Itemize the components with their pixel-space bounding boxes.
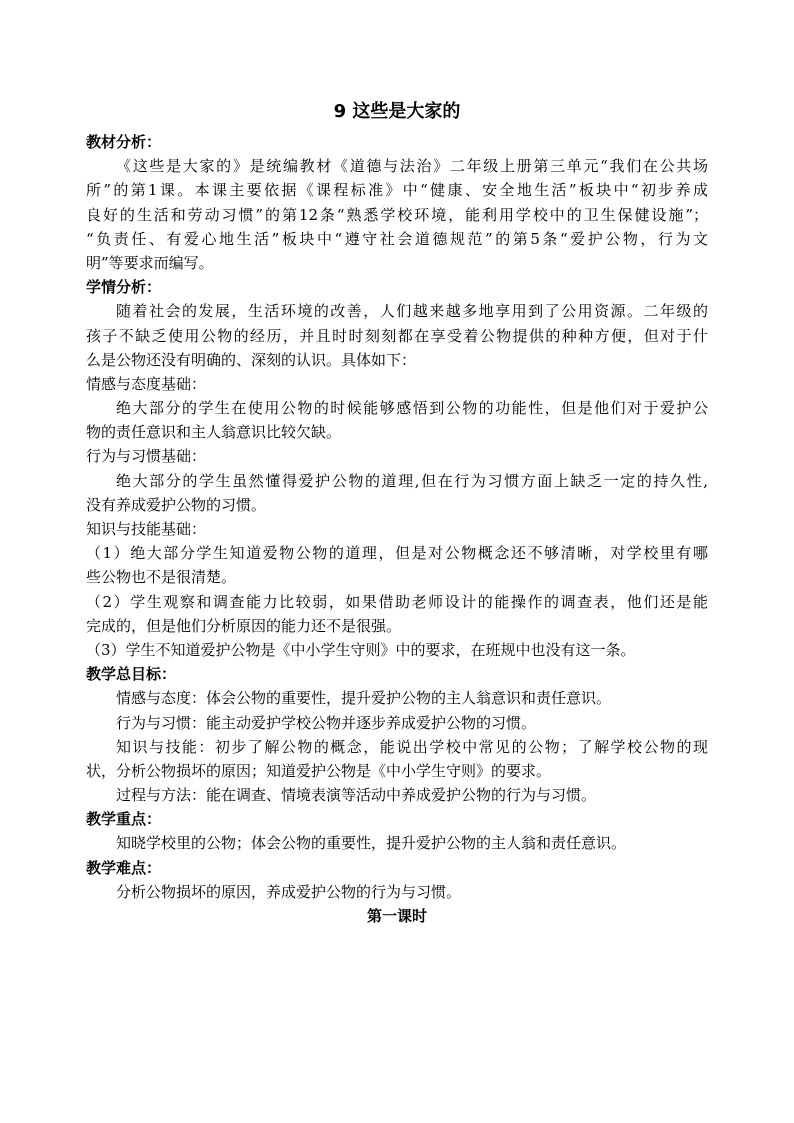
paragraph-line: 《这些是大家的》是统编教材《道德与法治》二年级上册第三单元“我们在公共场 [116, 157, 708, 176]
paragraph-line: “负责任、有爱心地生活”板块中“遵守社会道德规范”的第5条“爱护公物，行为文 [86, 229, 708, 248]
section-heading-goals: 教学总目标： [86, 665, 177, 684]
goal-line: 行为与习惯：能主动爱护学校公物并逐步养成爱护公物的习惯。 [116, 713, 537, 732]
numbered-item-line: （1）绝大部分学生知道爱物公物的道理，但是对公物概念还不够清晰，对学校里有哪 [86, 544, 708, 563]
subheading-behavior: 行为与习惯基础： [86, 447, 207, 466]
section-heading-students: 学情分析： [86, 278, 162, 297]
document-body [86, 130, 708, 928]
paragraph-line: 所”的第1课。本课主要依据《课程标准》中“健康、安全地生活”板块中“初步养成 [86, 181, 708, 200]
numbered-item-line: （3）学生不知道爱护公物是《中小学生守则》中的要求，在班规中也没有这一条。 [86, 640, 636, 659]
section-heading-difficulties: 教学难点： [86, 858, 162, 877]
paragraph-line: 绝大部分的学生虽然懂得爱护公物的道理,但在行为习惯方面上缺乏一定的持久性, [116, 471, 708, 490]
document-title: 9 这些是大家的 [333, 101, 461, 122]
section-heading-textbook: 教材分析： [86, 133, 162, 151]
paragraph-line: 孩子不缺乏使用公物的经历，并且时时刻刻都在享受着公物提供的种种方便，但对于什 [86, 326, 708, 345]
lesson-title: 第一课时 [366, 907, 427, 925]
goal-line: 状，分析公物损坏的原因；知道爱护公物是《中小学生守则》的要求。 [86, 761, 552, 780]
goal-line: 知识与技能：初步了解公物的概念，能说出学校中常见的公物；了解学校公物的现 [116, 737, 708, 756]
goal-line: 过程与方法：能在调查、情境表演等活动中养成爱护公物的行为与习惯。 [116, 786, 597, 805]
section-heading-key-points: 教学重点： [86, 810, 162, 829]
subheading-emotion: 情感与态度基础： [86, 374, 207, 393]
paragraph-line: 知晓学校里的公物；体会公物的重要性，提升爱护公物的主人翁和责任意识。 [116, 834, 627, 853]
paragraph-line: 么是公物还没有明确的、深刻的认识。具体如下： [86, 350, 417, 369]
numbered-item-line: （2）学生观察和调查能力比较弱，如果借助老师设计的能操作的调查表，他们还是能 [86, 592, 708, 611]
paragraph-line: 明”等要求而编写。 [86, 253, 214, 272]
document-page [86, 0, 708, 1123]
paragraph-line: 良好的生活和劳动习惯”的第12条“熟悉学校环境，能利用学校中的卫生保健设施”； [86, 205, 708, 224]
paragraph-line: 没有养成爱护公物的习惯。 [86, 495, 267, 514]
numbered-item-line: 些公物也不是很清楚。 [86, 568, 237, 587]
paragraph-line: 绝大部分的学生在使用公物的时候能够感悟到公物的功能性，但是他们对于爱护公 [116, 399, 708, 418]
paragraph-line: 分析公物损坏的原因，养成爱护公物的行为与习惯。 [116, 882, 462, 901]
numbered-item-line: 完成的，但是他们分析原因的能力还不是很强。 [86, 616, 402, 635]
goal-line: 情感与态度：体会公物的重要性，提升爱护公物的主人翁意识和责任意识。 [116, 689, 612, 708]
paragraph-line: 随着社会的发展，生活环境的改善，人们越来越多地享用到了公用资源。二年级的 [116, 302, 708, 321]
subheading-knowledge: 知识与技能基础： [86, 520, 207, 538]
paragraph-line: 物的责任意识和主人翁意识比较欠缺。 [86, 423, 342, 442]
